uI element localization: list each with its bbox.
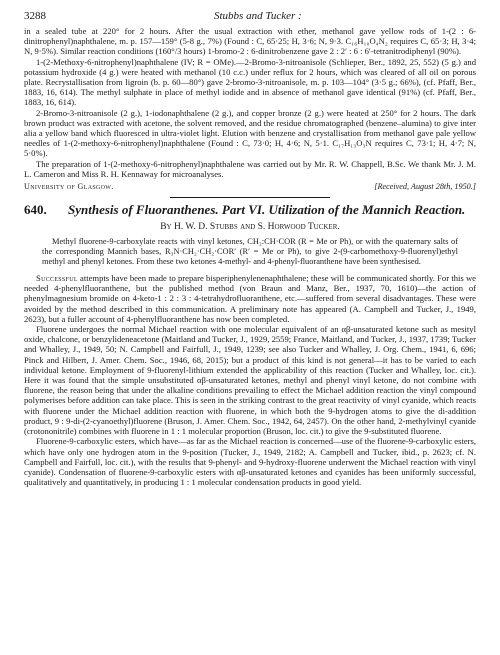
article-title: Synthesis of Fluoranthenes. Part VI. Utilization of the Mannich Reaction. bbox=[68, 202, 466, 218]
abstract-text: Methyl fluorene-9-carboxylate reacts with vinyl ketones, CH₂:CH·COR (R = Me or Ph), or with the quaternary salts of the corresponding Mannich bases, R₃N·CH₂·CH₂·COR′ (R′ = Me or Ph), to give 2-(9-carbomethoxy-9-fluorenyl)ethyl methyl and phenyl ketones. From these two ketones 4-methyl- and 4-phenyl-fluoranthene have been synthesised. bbox=[42, 237, 458, 267]
paragraph: 1-(2-Methoxy-6-nitrophenyl)naphthalene (IV; R = OMe).—2-Bromo-3-nitroanisole (Schlieper, Ber., 1892, 25, 552) (5 g.) and potassium hydroxide (4 g.) were heated with methanol (10 c.c.) under reflux for 2 hours, which was cleared of all oil on porous plate. Recrystallisation from ligroin (b. p. 60—80°) gave 2-bromo-3-nitroanisole, m. p. 103—104° (3·5 g.; 66%), (cf. Pfaff, Ber., 1883, 16, 614). The methyl sulphate in place of methyl iodide and in absence of methanol gave identical (91%) (cf. Pfaff, Ber., 1883, 16, 614). bbox=[24, 56, 476, 108]
paragraph bbox=[24, 436, 476, 487]
paragraph-text: Fluorene undergoes the normal Michael reaction with one molecular equivalent of an αβ-unsaturated ketone such as mesityl oxide, chalcone, or benzylideneacetone (Maitland and Tucker, J., 1929, 2559; France, Maitland, and Tucker, J., 1937, 1739; Tucker and Whalley, J., 1949, 50; N. Campbell and Fairfull, J., 1949, 1239; see also Tucker and Whalley, J. Org. Chem., 1941, 6, 696; Pinck and Hilbert, J. Amer. Chem. Soc., 1946, 68, 2015); but a product of this kind is not general—it has to be varied to each individual ketone. Employment of 9-fluorenyl-lithium extended the applicability of this reaction (Tucker and Whalley, loc. cit.). Here it was found that the simple unsubstituted αβ-unsaturated ketones, methyl and phenyl vinyl ketone, do not combine with fluorene, the reason being that under the alkaline conditions prevailing to effect the Michael addition reaction the vinyl compound polymerises before addition can take place. This is seen in the striking contrast to the great reactivity of vinyl cyanide, which reacts with fluorene under the Michael addition reaction with fluorene, in which both the 9-hydrogen atoms to give the di-addition product, 9 : 9-di-(2-cyanoethyl)fluorene (Bruson, J. Amer. Chem. Soc., 1942, 64, 2457). On the other hand, 2-methylvinyl cyanide (crotononitrile) combines with fluorene in 1 : 1 molecular proportion (Bruson, loc. cit.) to give the 9-substituted fluorene. bbox=[24, 324, 476, 437]
lead-word: Successful bbox=[36, 273, 78, 284]
paragraph: The preparation of 1-(2-methoxy-6-nitrophenyl)naphthalene was carried out by Mr. R. W. Chappell, B.Sc. We thank Mr. J. M. L. Cameron and Miss R. H. Kennaway for microanalyses. bbox=[24, 158, 476, 179]
paragraph-text: attempts have been made to prepare bisperiphenylenenaphthalene; these will be communicated shortly. For this we needed 4-phenylfluoranthene, but the published method (von Braun and Manz, Ber., 1937, 70, 1610)—the action of phenylmagnesium bromide on 4-keto-1 : 2 : 3 : 4-tetrahydrofluoranthene, etc.—suffered from several disadvantages. These were avoided by the method described in this communication. A preliminary note has appeared (A. Campbell and Tucker, J., 1949, 2623), but a fuller account of 4-phenylfluoranthene has now been completed. bbox=[24, 273, 476, 324]
paragraph-text: Fluorene-9-carboxylic esters, which have—as far as the Michael reaction is concerned—use of the fluorene-9-carboxylic esters, which have only one hydrogen atom in the 9-position (Tucker, J., 1949, 2182; A. Campbell and Tucker, ibid., p. 2623; cf. N. Campbell and Fairfull, loc. cit.), with the results that 9-phenyl- and 9-hydroxy-fluorene underwent the Michael reaction with vinyl cyanide). Condensation of fluorene-9-carboxylic esters with αβ-unsaturated ketones and cyanides has been uniformly successful, qualitatively and quantitatively, in producing 1 : 1 molecular condensation products in good yield. bbox=[24, 436, 477, 488]
paragraph bbox=[24, 324, 476, 436]
section-divider bbox=[24, 197, 476, 198]
institution: University of Glasgow. bbox=[24, 182, 114, 192]
affiliation-row bbox=[24, 182, 476, 191]
paragraph bbox=[24, 273, 476, 324]
page-header bbox=[24, 10, 476, 26]
article-authors: By H. W. D. Stubbs and S. Horwood Tucker. bbox=[160, 222, 340, 233]
abstract bbox=[42, 237, 458, 267]
divider-rule bbox=[170, 197, 330, 198]
page-number: 3288 bbox=[24, 10, 46, 22]
article-title-block bbox=[24, 202, 476, 218]
running-head: Stubbs and Tucker : bbox=[214, 10, 302, 22]
paragraph: 2-Bromo-3-nitroanisole (2 g.), 1-iodonaphthalene (2 g.), and copper bronze (2 g.) were heated at 250° for 2 hours. The dark brown product was extracted with acetone, the solvent removed, and the residue chromatographed (benzene–alumina) to give inter alia a yellow band which fluoresced in ultra-violet light. Elution with benzene and crystallisation from methanol gave pale yellow needles of 1-(2-methoxy-6-nitrophenyl)naphthalene (Found : C, 73·0; H, 4·6; N, 5·1. C₁₇H₁₃O₃N requires C, 73·1; H, 4·7; N, 5·0%). bbox=[24, 107, 476, 159]
paragraph: in a sealed tube at 220° for 2 hours. After the usual extraction with ether, methanol gave yellow rods of 1-(2 : 6-dinitrophenyl)naphthalene, m. p. 157—159° (5-8 g., 7%) (Found : C, 65·25; H, 3·6; N, 9·3. C₁₆H₁₀O₄N₂ requires C, 65·3; H, 3·4; N, 9·5%). Similar reaction conditions (160°/3 hours) 1-bromo-2 : 6-dinitrobenzene gave 2 : 2′ : 6 : 6′-tetranitrodiphenyl (90%). bbox=[24, 26, 476, 57]
article-body bbox=[24, 273, 476, 487]
article-number: 640. bbox=[24, 202, 47, 218]
received-date: [Received, August 28th, 1950.] bbox=[374, 182, 476, 192]
previous-article-tail bbox=[24, 26, 476, 179]
